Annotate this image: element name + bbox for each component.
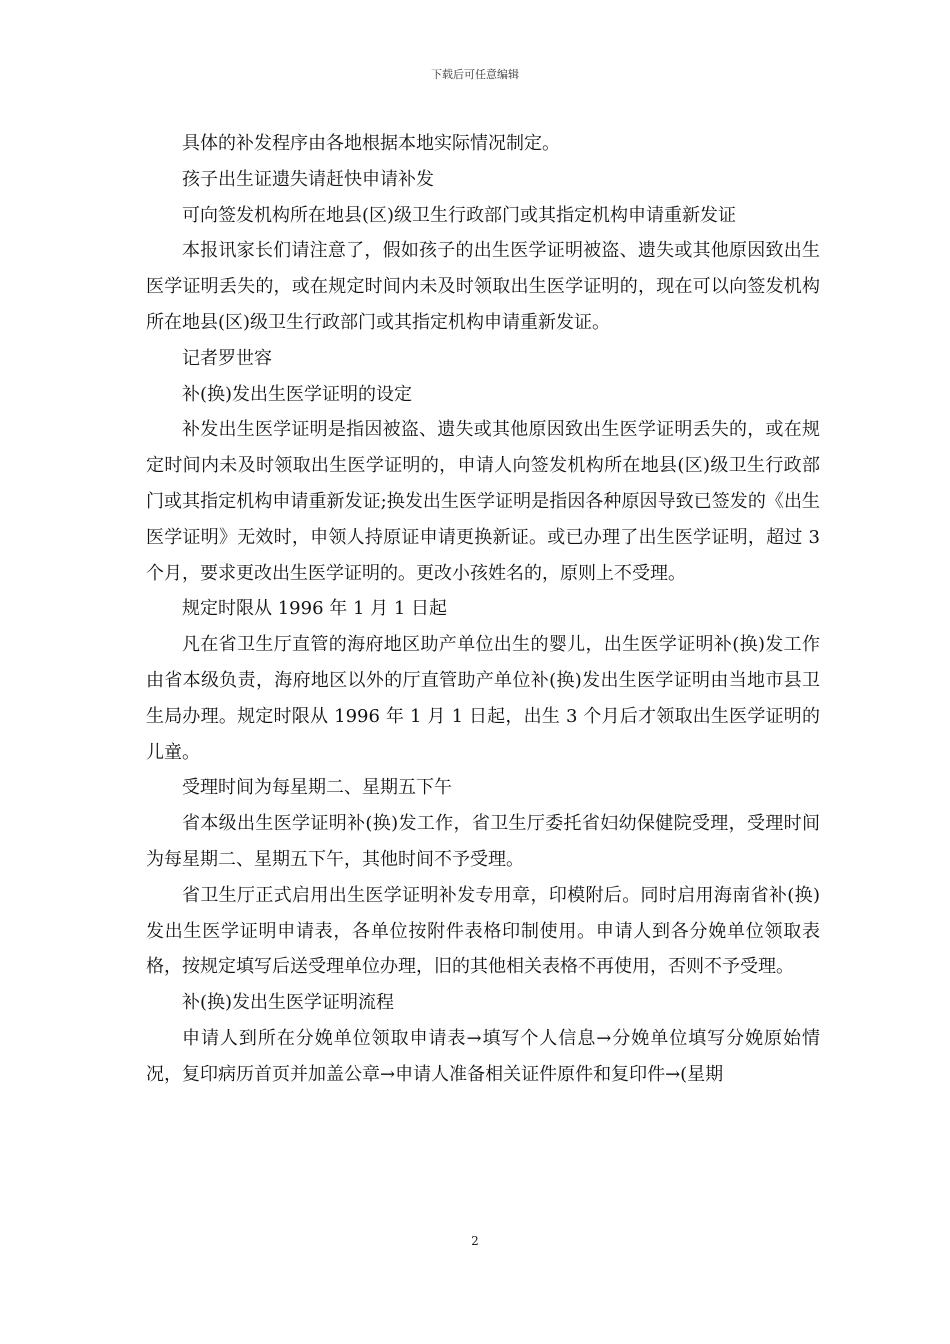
paragraph: 省本级出生医学证明补(换)发工作，省卫生厅委托省妇幼保健院受理，受理时间为每星期二、星期五下午，其他时间不予受理。 xyxy=(146,813,820,870)
section-subheading: 可向签发机构所在地县(区)级卫生行政部门或其指定机构申请重新发证 xyxy=(182,204,737,226)
section-heading: 规定时限从 1996 年 1 月 1 日起 xyxy=(182,598,448,620)
section-heading: 补(换)发出生医学证明流程 xyxy=(182,992,395,1014)
paragraph: 申请人到所在分娩单位领取申请表→填写个人信息→分娩单位填写分娩原始情况，复印病历首页并加盖公章→申请人准备相关证件原件和复印件→(星期 xyxy=(146,1027,820,1085)
paragraph: 省卫生厅正式启用出生医学证明补发专用章，印模附后。同时启用海南省补(换)发出生医学证明申请表，各单位按附件表格印制使用。申请人到各分娩单位领取表格，按规定填写后送受理单位办理，旧的其他相关表格不再使用，否则不予受理。 xyxy=(146,884,820,978)
paragraph: 补发出生医学证明是指因被盗、遗失或其他原因致出生医学证明丢失的，或在规定时间内未及时领取出生医学证明的，申请人向签发机构所在地县(区)级卫生行政部门或其指定机构申请重新发证;换发出生医学证明是指因各种原因导致已签发的《出生医学证明》无效时，申领人持原证申请更换新证。或已办理了出生医学证明，超过 3 个月，要求更改出生医学证明的。更改小孩姓名的，原则上不受理。 xyxy=(146,419,820,584)
paragraph: 本报讯家长们请注意了，假如孩子的出生医学证明被盗、遗失或其他原因致出生医学证明丢失的，或在规定时间内未及时领取出生医学证明的，现在可以向签发机构所在地县(区)级卫生行政部门或其指定机构申请重新发证。 xyxy=(146,240,820,333)
section-heading: 孩子出生证遗失请赶快申请补发 xyxy=(182,168,434,190)
paragraph: 具体的补发程序由各地根据本地实际情况制定。 xyxy=(182,133,560,154)
document-body xyxy=(146,126,820,1093)
paragraph: 凡在省卫生厅直管的海府地区助产单位出生的婴儿，出生医学证明补(换)发工作由省本级负责，海府地区以外的厅直管助产单位补(换)发出生医学证明由当地市县卫生局办理。规定时限从 1996 年 1 月 1 日起，出生 3 个月后才领取出生医学证明的儿童。 xyxy=(146,634,820,763)
section-heading: 受理时间为每星期二、星期五下午 xyxy=(182,777,452,799)
reporter-byline: 记者罗世容 xyxy=(182,347,272,369)
page-number: 2 xyxy=(471,1234,479,1248)
section-heading: 补(换)发出生医学证明的设定 xyxy=(182,383,413,405)
page-header-note: 下载后可任意编辑 xyxy=(431,68,519,81)
